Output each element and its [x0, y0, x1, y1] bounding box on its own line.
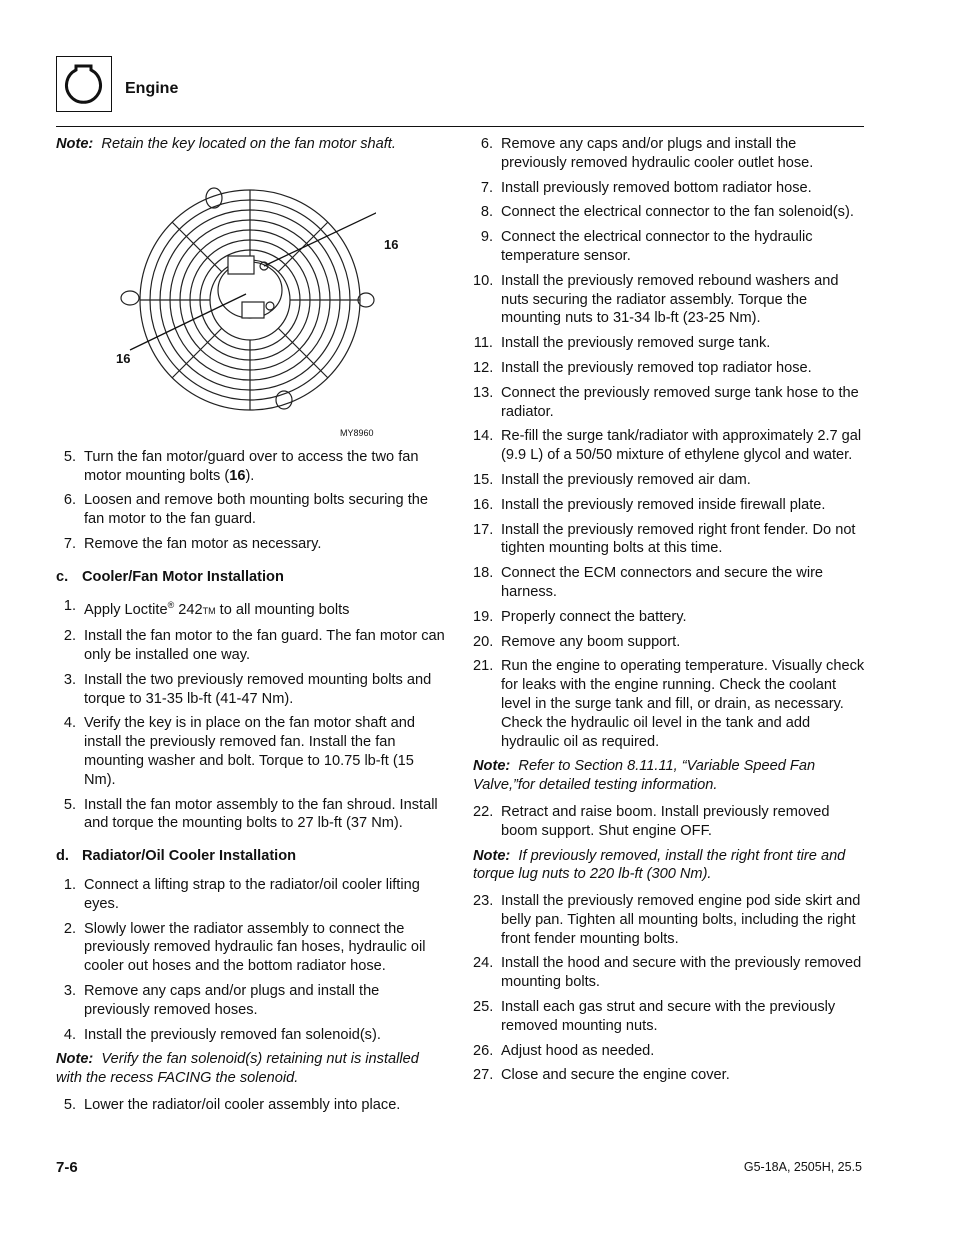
step-text: Adjust hood as needed.	[501, 1042, 655, 1059]
step-number: 4.	[63, 715, 76, 732]
list-item	[56, 535, 448, 554]
step-number: 12.	[473, 359, 494, 376]
step-number: 17.	[473, 521, 494, 538]
step-number: 24.	[473, 955, 494, 972]
step-number: 10.	[473, 272, 494, 289]
list-item	[473, 228, 865, 266]
list-item	[56, 876, 448, 914]
step-text: Re-fill the surge tank/radiator with approximately 2.7 gal (9.9 L) of a 50/50 mixture of ethylene glycol and water.	[501, 428, 862, 464]
right-column	[473, 135, 865, 1091]
list-item	[56, 671, 448, 709]
list-item	[473, 954, 865, 992]
list-item	[56, 1026, 448, 1045]
page-title: Engine	[125, 80, 179, 97]
step-number: 1.	[63, 597, 76, 614]
step-number: 2.	[63, 920, 76, 937]
list-item	[473, 334, 865, 353]
step-text: Install each gas strut and secure with the previously removed mounting nuts.	[501, 999, 836, 1034]
step-text: Close and secure the engine cover.	[501, 1067, 730, 1084]
step-text: Install the previously removed rebound washers and nuts securing the radiator assembly. Torque the mounting nuts to 31-34 lb-ft (23-25 Nm).	[501, 272, 839, 327]
list-item	[473, 608, 865, 627]
list-item	[473, 1066, 865, 1085]
step-number: 1.	[63, 877, 76, 893]
list-item	[56, 627, 448, 665]
step-number: 14.	[473, 428, 494, 445]
step-text: Install the fan motor to the fan guard. The fan motor can only be installed one way.	[84, 628, 445, 664]
steps-radiator-install-right	[473, 135, 865, 751]
step-number: 3.	[63, 982, 76, 999]
step-text: Install the hood and secure with the previously removed mounting bolts.	[501, 955, 862, 991]
fan-figure	[56, 162, 448, 440]
list-item	[56, 1096, 448, 1115]
step-text: Install the previously removed air dam.	[501, 471, 751, 488]
step-number: 5.	[63, 796, 76, 813]
step-number: 4.	[63, 1026, 76, 1043]
step-text: Install the previously removed top radiator hose.	[501, 359, 812, 376]
list-item	[56, 491, 448, 529]
step-number: 5.	[63, 1096, 76, 1113]
steps-radiator-install-cont	[56, 1096, 448, 1115]
figure-code: MY8960	[340, 427, 374, 438]
step-text: Install the previously removed fan solenoid(s).	[84, 1026, 381, 1043]
step-text: Slowly lower the radiator assembly to connect the previously removed hydraulic fan hoses, hydraulic oil cooler out hoses and the bottom radiator hose.	[84, 920, 426, 975]
step-text: Install previously removed bottom radiator hose.	[501, 179, 812, 196]
step-text: Lower the radiator/oil cooler assembly into place.	[84, 1096, 401, 1113]
list-item	[473, 998, 865, 1036]
list-item	[473, 496, 865, 515]
step-number: 21.	[473, 658, 494, 675]
step-text: Run the engine to operating temperature. Visually check for leaks with the engine running. Check the coolant level in the surge tank and fill, or drain, as necessary. Check the hydraulic oil level in the tank and add hydraulic oil as required.	[501, 658, 865, 750]
step-number: 18.	[473, 565, 494, 582]
list-item	[56, 796, 448, 834]
step-number: 22.	[473, 803, 494, 820]
step-number: 15.	[473, 471, 494, 488]
step-number: 20.	[473, 633, 494, 650]
step-number: 6.	[63, 492, 76, 509]
step-text: Install the previously removed engine pod side skirt and belly pan. Tighten all mounting bolts, including the right front fender mounting bolts.	[501, 893, 861, 947]
list-item	[473, 633, 865, 652]
list-item	[56, 714, 448, 789]
step-text: Retract and raise boom. Install previously removed boom support. Shut engine OFF.	[501, 803, 830, 839]
callout-top: 16	[384, 236, 399, 252]
list-item	[473, 203, 865, 222]
callout-left: 16	[116, 350, 131, 366]
list-item	[473, 384, 865, 422]
step-text: Remove any boom support.	[501, 633, 681, 650]
list-item	[473, 427, 865, 465]
step-number: 26.	[473, 1042, 494, 1059]
steps-removal	[56, 448, 448, 554]
note-tire: Note: If previously removed, install the right front tire and torque lug nuts to 220 lb-ft (300 Nm).	[473, 847, 846, 883]
list-item	[473, 521, 865, 559]
step-text: Turn the fan motor/guard over to access the two fan motor mounting bolts (16).	[84, 448, 419, 484]
step-text: Connect the ECM connectors and secure the wire harness.	[501, 565, 824, 600]
steps-cooler-fan-install	[56, 597, 448, 834]
step-number: 25.	[473, 999, 494, 1016]
step-text: Install the previously removed right front fender. Do not tighten mounting bolts at this time.	[501, 521, 856, 557]
step-number: 7.	[63, 535, 76, 552]
step-text: Apply Loctite® 242TM to all mounting bolts	[84, 600, 350, 619]
list-item	[473, 179, 865, 198]
list-item	[473, 803, 865, 841]
step-text: Verify the key is in place on the fan motor shaft and install the previously removed fan. Install the fan mounting washer and bolt. Torque to 10.75 lb-ft (15 Nm).	[84, 715, 415, 788]
step-number: 27.	[473, 1067, 494, 1084]
list-item	[473, 1042, 865, 1061]
list-item	[56, 920, 448, 976]
list-item	[473, 657, 865, 751]
list-item	[56, 982, 448, 1020]
step-text: Connect the electrical connector to the fan solenoid(s).	[501, 204, 854, 221]
step-text: Connect the previously removed surge tank hose to the radiator.	[501, 384, 859, 420]
step-number: 7.	[480, 179, 493, 196]
list-item	[56, 448, 448, 486]
section-c-heading: c. Cooler/Fan Motor Installation	[56, 568, 284, 585]
list-item	[473, 272, 865, 328]
left-column	[56, 135, 448, 1121]
note-solenoid: Note: Verify the fan solenoid(s) retaining nut is installed with the recess FACING the solenoid.	[56, 1051, 419, 1087]
step-text: Remove any caps and/or plugs and install the previously removed hoses.	[84, 982, 380, 1018]
step-number: 11.	[473, 335, 493, 352]
section-d-heading: d. Radiator/Oil Cooler Installation	[56, 848, 297, 865]
steps-final	[473, 892, 865, 1085]
step-text: Install the previously removed inside firewall plate.	[501, 496, 826, 513]
step-number: 3.	[63, 671, 76, 688]
steps-radiator-install	[56, 876, 448, 1044]
steps-boom	[473, 803, 865, 841]
step-text: Properly connect the battery.	[501, 608, 687, 625]
list-item	[56, 597, 448, 622]
step-number: 5.	[63, 448, 76, 465]
engine-icon	[57, 57, 110, 110]
step-number: 16.	[473, 496, 494, 513]
note-key: Note: Retain the key located on the fan motor shaft.	[56, 136, 396, 152]
step-text: Remove any caps and/or plugs and install the previously removed hydraulic cooler outlet hose.	[501, 136, 814, 171]
list-item	[473, 359, 865, 378]
list-item	[473, 135, 865, 173]
step-text: Install the two previously removed mounting bolts and torque to 31-35 lb-ft (41-47 Nm).	[84, 671, 432, 707]
step-number: 2.	[63, 628, 76, 645]
document-id: G5-18A, 2505H, 25.5	[743, 1160, 862, 1174]
step-number: 6.	[480, 136, 493, 152]
step-number: 8.	[480, 204, 493, 221]
list-item	[473, 564, 865, 602]
step-number: 9.	[480, 229, 493, 246]
step-number: 23.	[473, 893, 494, 910]
header-rule	[56, 126, 864, 127]
engine-icon-box	[56, 56, 112, 112]
step-text: Connect a lifting strap to the radiator/oil cooler lifting eyes.	[84, 877, 420, 912]
step-number: 13.	[473, 384, 494, 401]
step-text: Connect the electrical connector to the hydraulic temperature sensor.	[501, 229, 813, 264]
step-text: Loosen and remove both mounting bolts securing the fan motor to the fan guard.	[84, 492, 428, 528]
step-text: Remove the fan motor as necessary.	[84, 535, 322, 552]
step-text: Install the fan motor assembly to the fan shroud. Install and torque the mounting bolts to 27 lb-ft (37 Nm).	[84, 796, 438, 832]
list-item	[473, 892, 865, 948]
fan-guard-illustration	[116, 162, 376, 432]
step-number: 19.	[473, 608, 494, 625]
page-number: 7-6	[56, 1159, 78, 1176]
step-text: Install the previously removed surge tank.	[501, 335, 771, 352]
list-item	[473, 471, 865, 490]
note-fan-valve: Note: Refer to Section 8.11.11, “Variable Speed Fan Valve,”for detailed testing information.	[473, 758, 816, 794]
